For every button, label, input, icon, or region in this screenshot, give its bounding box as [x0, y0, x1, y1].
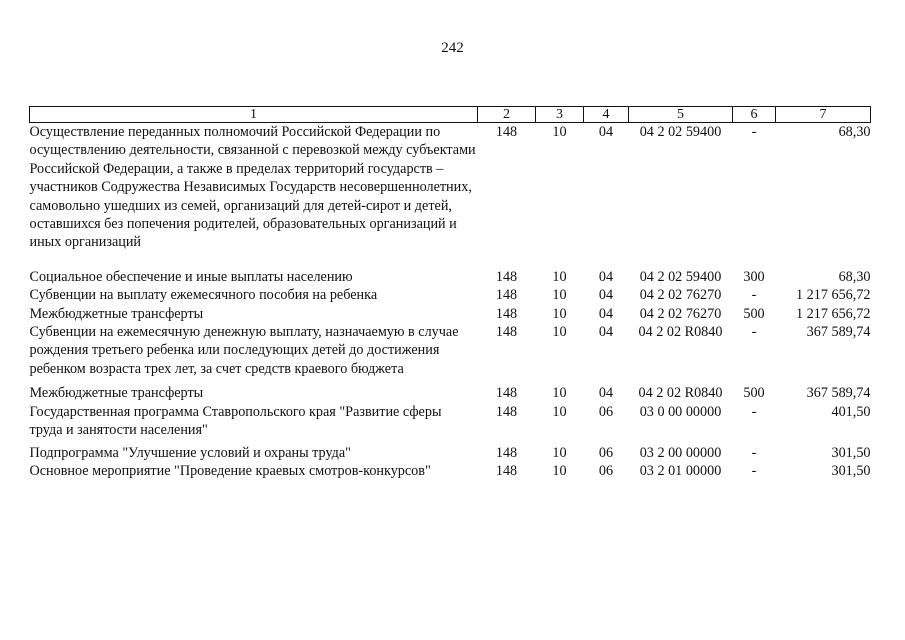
row-code-5: 03 2 00 00000 — [639, 444, 722, 461]
row-code-6: - — [751, 444, 757, 461]
row-code-3: 10 — [552, 444, 567, 461]
row-code-3: 10 — [552, 305, 567, 322]
row-code-2: 148 — [495, 385, 518, 402]
row-code-2: 148 — [495, 444, 518, 461]
row-code-4: 06 — [598, 444, 614, 461]
row-code-2: 148 — [495, 287, 518, 304]
row-code-4: 04 — [598, 268, 614, 285]
table-row — [30, 462, 871, 480]
row-code-5: 04 2 02 76270 — [639, 305, 722, 322]
row-code-5: 04 2 02 59400 — [639, 124, 722, 140]
row-code-3: 10 — [552, 124, 567, 140]
row-code-5: 04 2 02 R0840 — [638, 324, 723, 341]
row-code-3: 10 — [552, 287, 567, 304]
row-amount: 301,50 — [831, 444, 871, 461]
row-name: Субвенции на ежемесячную денежную выплату, назначаемую в случае рождения третьего ребенка или последующих детей до достижения ребенком возраста трех лет, за счет средств краевого бюджета — [29, 324, 459, 377]
column-header-6: 6 — [733, 107, 776, 123]
row-amount: 68,30 — [838, 124, 871, 140]
row-code-5: 04 2 02 76270 — [639, 287, 722, 304]
row-code-4: 06 — [598, 403, 614, 420]
row-code-3: 10 — [552, 324, 567, 341]
row-code-6: - — [751, 403, 757, 420]
row-name: Межбюджетные трансферты — [29, 305, 204, 322]
row-amount: 367 589,74 — [806, 385, 871, 402]
column-header-2: 2 — [478, 107, 536, 123]
row-code-2: 148 — [495, 462, 518, 479]
row-code-4: 04 — [598, 385, 614, 402]
row-name: Государственная программа Ставропольского края "Развитие сферы труда и занятости населения" — [29, 403, 442, 439]
page-number: 242 — [441, 40, 464, 56]
row-code-4: 04 — [598, 287, 614, 304]
column-header-3: 3 — [536, 107, 584, 123]
row-code-5: 04 2 02 59400 — [639, 268, 722, 285]
column-header-1: 1 — [30, 107, 478, 123]
row-code-3: 10 — [552, 462, 567, 479]
table-row — [30, 384, 871, 402]
row-name: Основное мероприятие "Проведение краевых смотров-конкурсов" — [29, 462, 431, 479]
row-name: Субвенции на выплату ежемесячного пособия на ребенка — [29, 287, 378, 304]
row-code-2: 148 — [495, 305, 518, 322]
row-code-6: 300 — [743, 268, 765, 285]
row-amount: 1 217 656,72 — [796, 287, 871, 304]
table-row — [30, 268, 871, 286]
row-name: Осуществление переданных полномочий Российской Федерации по осуществлению деятельности, связанной с перевозкой между субъектами Российской Федерации, а также в пределах территорий государств – участников Содружества Независимых Государств несовершеннолетних, самовольно ушедших из семей, организаций для детей-сирот и детей, оставшихся без попечения родителей, образовательных организаций и иных организаций — [29, 124, 476, 251]
row-amount: 367 589,74 — [806, 324, 871, 341]
row-code-3: 10 — [552, 385, 567, 402]
row-amount: 68,30 — [838, 268, 871, 285]
row-code-6: - — [751, 287, 757, 304]
budget-table — [29, 106, 871, 480]
row-name: Социальное обеспечение и иные выплаты населению — [29, 268, 353, 285]
row-code-6: - — [751, 462, 757, 479]
table-row — [30, 403, 871, 444]
table-row — [30, 286, 871, 304]
column-header-7: 7 — [776, 107, 871, 123]
table-row — [30, 123, 871, 268]
row-code-2: 148 — [495, 268, 518, 285]
row-code-3: 10 — [552, 403, 567, 420]
row-code-5: 04 2 02 R0840 — [638, 385, 723, 402]
row-code-2: 148 — [495, 403, 518, 420]
table-row — [30, 444, 871, 462]
row-code-5: 03 0 00 00000 — [639, 403, 722, 420]
row-code-2: 148 — [495, 324, 518, 341]
row-amount: 1 217 656,72 — [796, 305, 871, 322]
row-name: Межбюджетные трансферты — [29, 385, 204, 402]
row-code-5: 03 2 01 00000 — [639, 462, 722, 479]
row-amount: 401,50 — [831, 403, 871, 420]
row-code-3: 10 — [552, 268, 567, 285]
row-code-4: 04 — [598, 305, 614, 322]
row-code-6: 500 — [743, 385, 765, 402]
row-code-6: - — [751, 124, 757, 140]
row-code-4: 04 — [598, 324, 614, 341]
row-amount: 301,50 — [831, 462, 871, 479]
table-row — [30, 323, 871, 384]
row-name: Подпрограмма "Улучшение условий и охраны труда" — [29, 444, 351, 461]
column-header-5: 5 — [629, 107, 733, 123]
table-row — [30, 305, 871, 323]
row-code-4: 06 — [598, 462, 614, 479]
column-header-4: 4 — [584, 107, 629, 123]
row-code-4: 04 — [598, 124, 614, 140]
row-code-6: 500 — [743, 305, 765, 322]
row-code-2: 148 — [495, 124, 518, 140]
header-row — [30, 107, 871, 123]
row-code-6: - — [751, 324, 757, 341]
